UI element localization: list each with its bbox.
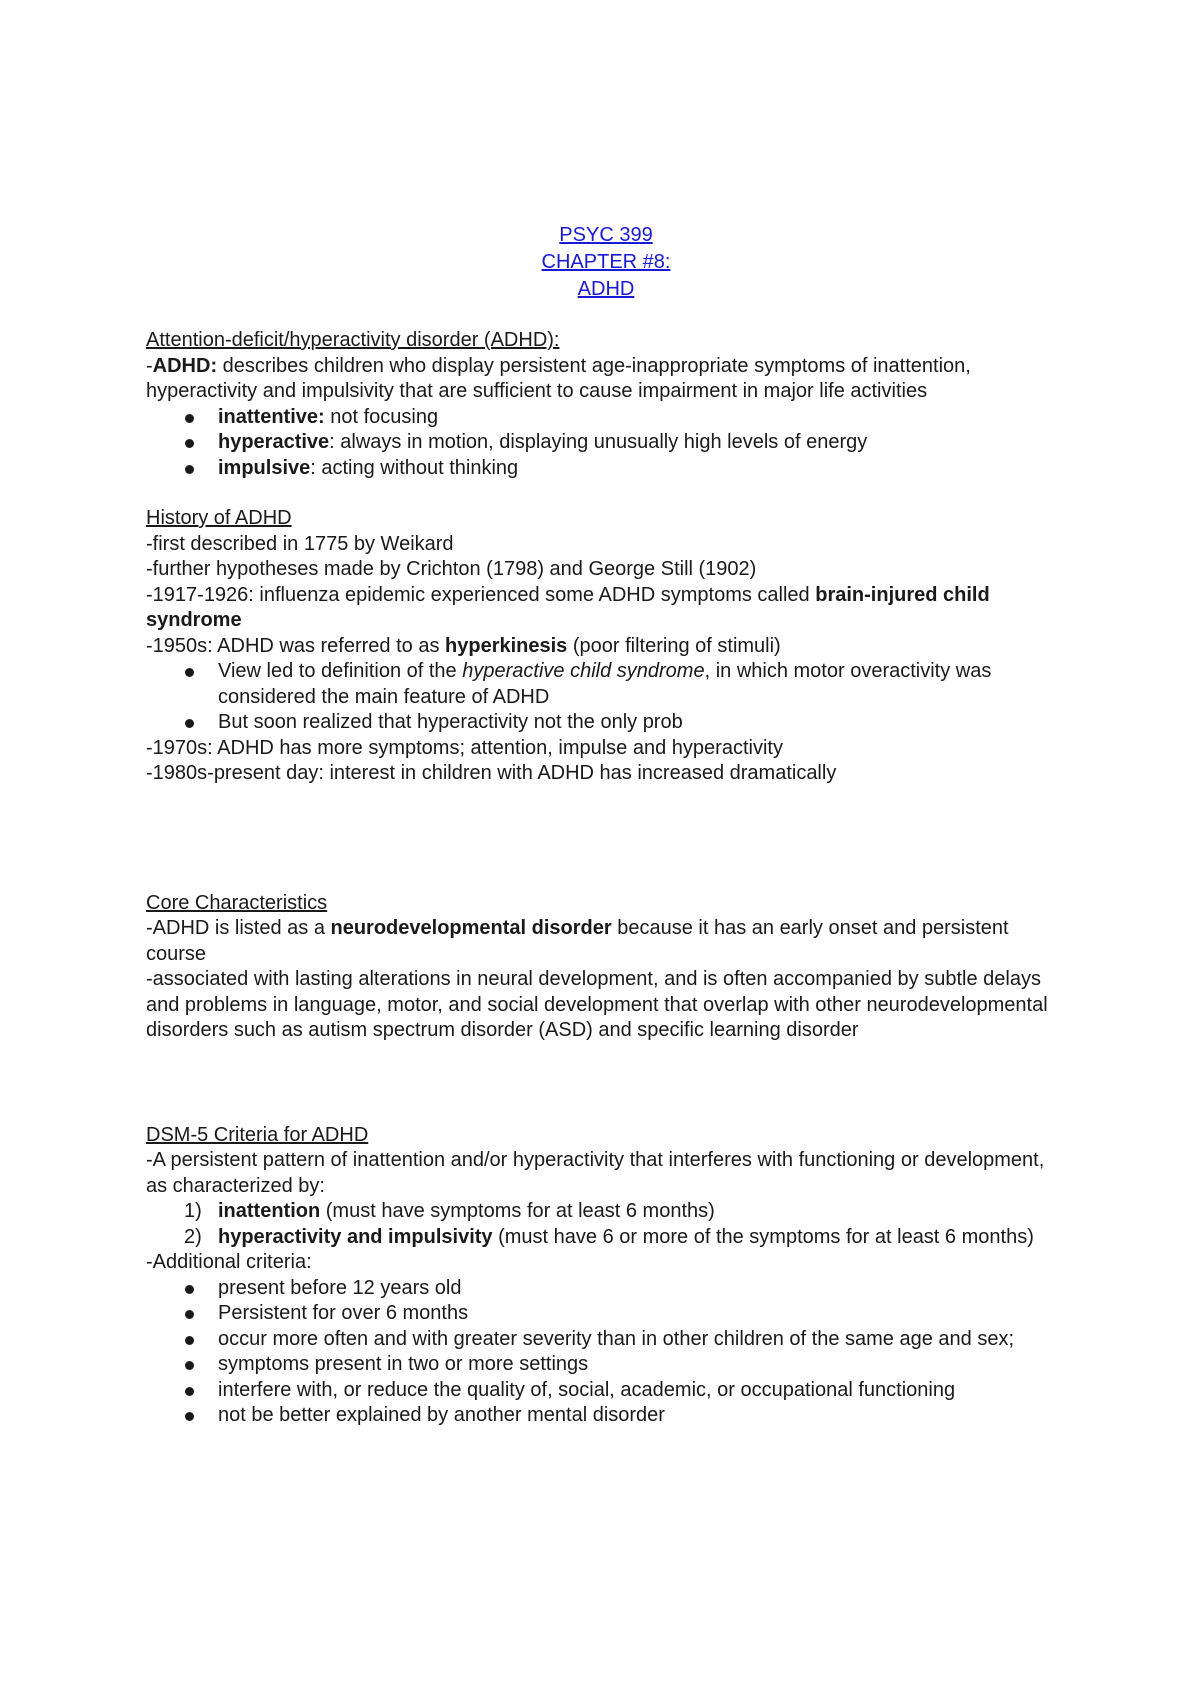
list-item: Persistent for over 6 months xyxy=(146,1301,1066,1327)
course-title: PSYC 399 xyxy=(559,224,653,246)
list-item: not be better explained by another mental disorder xyxy=(146,1403,1066,1429)
document-page xyxy=(146,222,1066,1429)
bullet-icon xyxy=(185,414,194,423)
bullet-icon xyxy=(185,1285,194,1294)
chapter-title: CHAPTER #8: xyxy=(541,251,671,273)
additional-criteria-label: -Additional criteria: xyxy=(146,1251,312,1273)
list-item: symptoms present in two or more settings xyxy=(146,1352,1066,1378)
bullet-icon xyxy=(185,465,194,474)
bullet-icon xyxy=(185,719,194,728)
bullet-icon xyxy=(185,1412,194,1421)
additional-criteria-list xyxy=(146,1276,1066,1429)
bullet-icon xyxy=(185,1361,194,1370)
list-item: 2) hyperactivity and impulsivity (must have 6 or more of the symptoms for at least 6 months) xyxy=(184,1225,1034,1248)
bullet-icon xyxy=(185,1336,194,1345)
list-item: occur more often and with greater severity than in other children of the same age and sex; xyxy=(146,1327,1066,1353)
history-line: -further hypotheses made by Crichton (1798) and George Still (1902) xyxy=(146,558,757,580)
section-heading: Core Characteristics xyxy=(146,891,328,914)
definition-paragraph: -ADHD: describes children who display persistent age-inappropriate symptoms of inattention, hyperactivity and impulsivity that are sufficient to cause impairment in major life activities xyxy=(146,354,971,402)
list-item: impulsive: acting without thinking xyxy=(146,456,1066,482)
history-line: -first described in 1775 by Weikard xyxy=(146,532,454,555)
bullet-icon xyxy=(185,439,194,448)
core-paragraph: -associated with lasting alterations in neural development, and is often accompanied by subtle delays and problems in language, motor, and social development that overlap with other neurodevelopmental disorders such as autism spectrum disorder (ASD) and specific learning disorder xyxy=(146,968,1048,1041)
history-line: -1980s-present day: interest in children with ADHD has increased dramatically xyxy=(146,762,837,784)
bullet-icon xyxy=(185,668,194,677)
criteria-intro: -A persistent pattern of inattention and/or hyperactivity that interferes with functioning or development, as characterized by: xyxy=(146,1149,1045,1197)
symptom-list xyxy=(146,405,1066,482)
core-paragraph: -ADHD is listed as a neurodevelopmental disorder because it has an early onset and persistent course xyxy=(146,917,1009,965)
list-item: View led to definition of the hyperactive child syndrome, in which motor overactivity was considered the main feature of ADHD xyxy=(146,659,1066,710)
list-item: present before 12 years old xyxy=(146,1276,1066,1302)
list-item: inattentive: not focusing xyxy=(146,405,1066,431)
history-line: -1950s: ADHD was referred to as hyperkinesis (poor filtering of stimuli) xyxy=(146,634,781,657)
section-heading: History of ADHD xyxy=(146,507,292,529)
definition-term: ADHD: xyxy=(152,354,218,377)
section-core xyxy=(146,891,1066,1044)
section-heading: Attention-deficit/hyperactivity disorder (ADHD): xyxy=(146,329,560,351)
list-item: 1) inattention (must have symptoms for at least 6 months) xyxy=(184,1200,715,1222)
history-line: -1917-1926: influenza epidemic experienced some ADHD symptoms called brain-injured child syndrome xyxy=(146,583,990,631)
section-heading: DSM-5 Criteria for ADHD xyxy=(146,1123,369,1146)
title-block xyxy=(146,222,1066,303)
list-item: interfere with, or reduce the quality of, social, academic, or occupational functioning xyxy=(146,1378,1066,1404)
bullet-icon xyxy=(185,1310,194,1319)
section-definition xyxy=(146,328,1066,481)
list-item: hyperactive: always in motion, displaying unusually high levels of energy xyxy=(146,430,1066,456)
section-dsm5 xyxy=(146,1123,1066,1429)
history-line: -1970s: ADHD has more symptoms; attention, impulse and hyperactivity xyxy=(146,736,783,759)
bullet-icon xyxy=(185,1387,194,1396)
topic-title: ADHD xyxy=(577,278,635,300)
history-bullets xyxy=(146,659,1066,736)
list-item: But soon realized that hyperactivity not the only prob xyxy=(146,710,1066,736)
section-history xyxy=(146,506,1066,787)
criteria-numbered-list xyxy=(146,1199,1066,1250)
